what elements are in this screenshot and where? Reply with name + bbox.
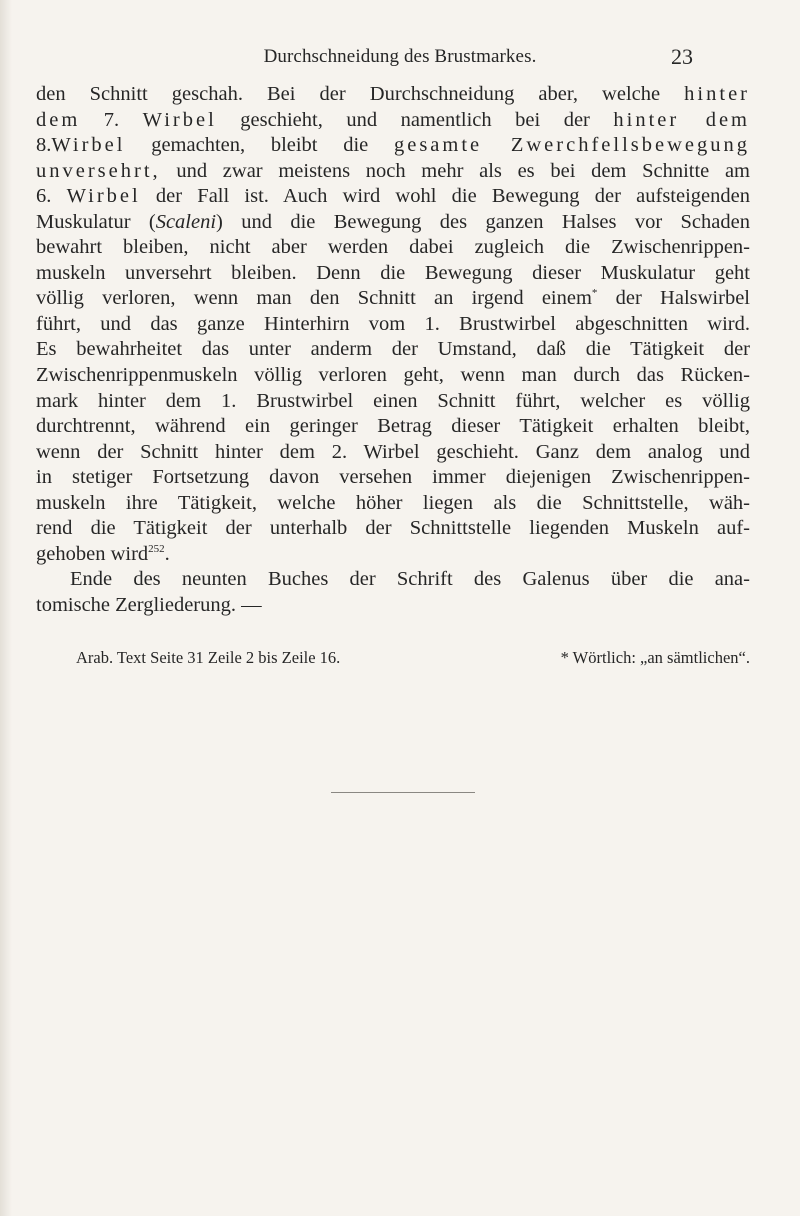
text-line-17: muskeln ihre Tätigkeit, welche höher liegen als die Schnittstelle, wäh- (36, 491, 750, 514)
source-reference: Arab. Text Seite 31 Zeile 2 bis Zeile 16. (76, 648, 341, 667)
text-line-5: 6. Wirbel der Fall ist. Auch wird wohl die Bewegung der aufsteigenden (36, 185, 750, 208)
text-line-20: Ende des neunten Buches der Schrift des Galenus über die ana- (70, 568, 750, 591)
text-line-6: Muskulatur (Scaleni) und die Bewegung des ganzen Halses vor Schaden (36, 210, 750, 233)
separator-rule (331, 792, 475, 793)
running-title: Durchschneidung des Brustmarkes. (263, 46, 537, 67)
footnote-row (76, 648, 750, 672)
text-line-1: den Schnitt geschah. Bei der Durchschneidung aber, welche hinter (36, 83, 750, 105)
text-line-10: führt, und das ganze Hinterhirn vom 1. Brustwirbel abgeschnitten wird. (36, 312, 750, 335)
text-line-21: tomische Zergliederung. — (36, 593, 262, 616)
footnote-marker: * (591, 287, 598, 300)
text-line-14: durchtrennt, während ein geringer Betrag dieser Tätigkeit erhalten bleibt, (36, 415, 750, 438)
page-edge (0, 0, 12, 1216)
text-line-13: mark hinter dem 1. Brustwirbel einen Schnitt führt, welcher es völlig (36, 389, 750, 412)
note-reference: 252 (148, 542, 165, 555)
text-line-3: 8.Wirbel gemachten, bleibt die gesamte Zwerchfellsbewegung (36, 134, 751, 157)
text-line-16: in stetiger Fortsetzung davon versehen immer diejenigen Zwischenrippen- (36, 466, 750, 489)
text-line-7: bewahrt bleiben, nicht aber werden dabei zugleich die Zwischenrippen- (36, 236, 750, 259)
text-line-9: völlig verloren, wenn man den Schnitt an irgend einem* der Halswirbel (36, 287, 750, 310)
text-line-15: wenn der Schnitt hinter dem 2. Wirbel geschieht. Ganz dem analog und (36, 440, 750, 463)
text-line-2: dem 7. Wirbel geschieht, und namentlich bei der hinter dem (36, 108, 750, 131)
page-number: 23 (671, 44, 693, 69)
footnote: * Wörtlich: „an sämtlichen“. (560, 648, 750, 667)
text-line-18: rend die Tätigkeit der unterhalb der Schnittstelle liegenden Muskeln auf- (36, 517, 750, 540)
text-line-19: gehoben wird$^{252}$. (36, 542, 170, 565)
text-line-4: unversehrt, und zwar meistens noch mehr als es bei dem Schnitte am (36, 159, 750, 182)
text-line-11: Es bewahrheitet das unter anderm der Umstand, daß die Tätigkeit der (36, 338, 750, 361)
text-line-12: Zwischenrippenmuskeln völlig verloren geht, wenn man durch das Rücken- (36, 364, 750, 387)
running-head (0, 46, 800, 72)
text-line-8: muskeln unversehrt bleiben. Denn die Bewegung dieser Muskulatur geht (36, 261, 750, 284)
body-text (36, 82, 750, 618)
